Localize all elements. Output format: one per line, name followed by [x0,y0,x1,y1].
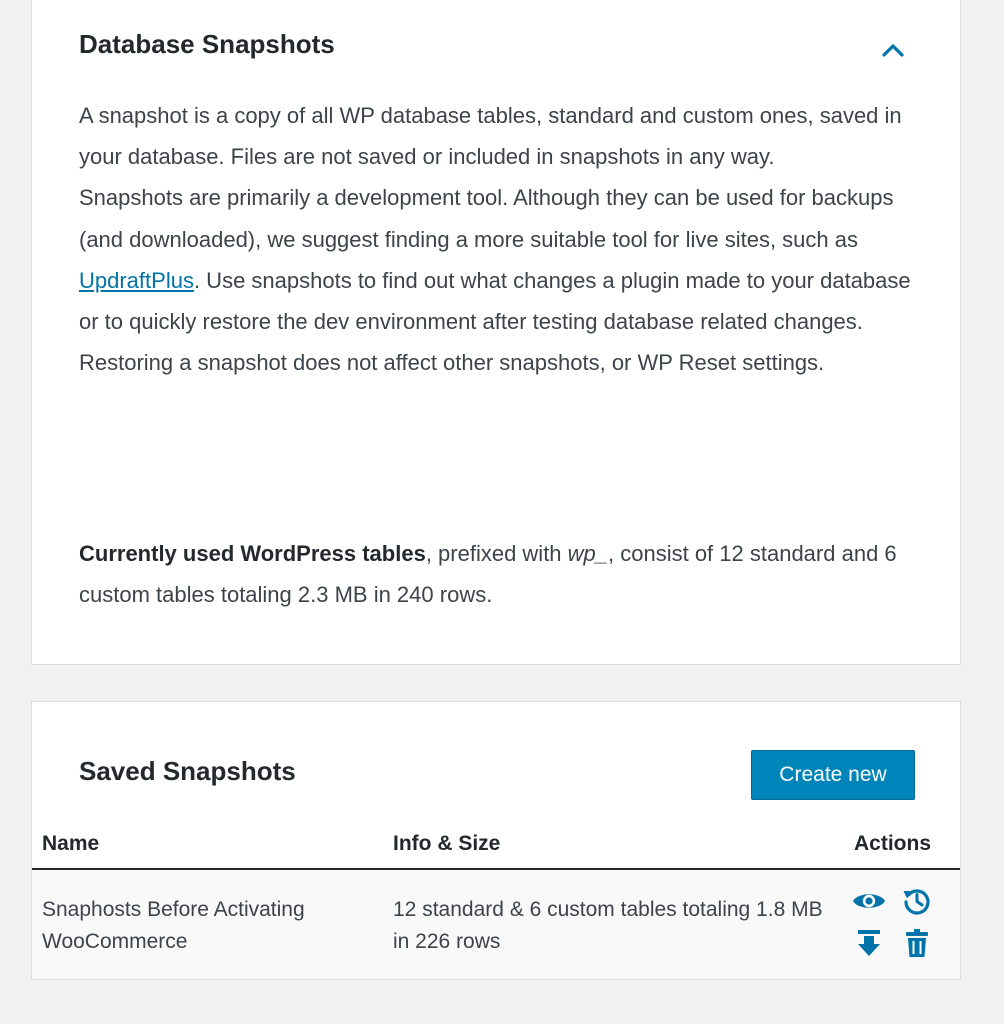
description-paragraph-1: A snapshot is a copy of all WP database tables, standard and custom ones, saved in your database. Files are not saved or included in snapshots in any way. [79,103,902,170]
saved-snapshots-title: Saved Snapshots [79,756,296,786]
description-paragraph-3: Restoring a snapshot does not affect other snapshots, or WP Reset settings. [79,350,825,376]
delete-snapshot-button[interactable] [900,926,934,960]
snapshot-info: 12 standard & 6 custom tables totaling 1.8 MB in 226 rows [393,898,823,953]
download-snapshot-button[interactable] [852,926,886,960]
restore-snapshot-button[interactable] [900,884,934,918]
saved-snapshots-card [31,701,961,980]
paragraph-2-text: Snapshots are primarily a development tool. Although they can be used for backups (and downloaded), we suggest finding a more suitable tool for live sites, such as [79,185,894,252]
history-icon [902,886,932,916]
column-header-actions: Actions [854,832,932,855]
download-icon [856,928,882,958]
collapse-toggle-button[interactable] [878,35,908,65]
database-snapshots-title: Database Snapshots [79,29,335,59]
current-tables-info [79,533,919,615]
description-paragraph-2 [79,177,919,342]
column-header-name: Name [42,832,100,855]
chevron-up-icon [881,42,905,58]
column-header-info: Info & Size [393,832,501,855]
tables-info-summary: , consist of 12 standard and 6 custom tables totaling 2.3 MB in 240 rows. [79,541,897,607]
trash-icon [905,928,929,958]
eye-icon [852,890,886,912]
tables-info-heading: Currently used WordPress tables [79,541,426,566]
table-prefix: wp_ [567,541,609,566]
snapshot-name: Snaphosts Before Activating WooCommerce [42,898,305,953]
create-new-button[interactable]: Create new [751,750,915,800]
database-snapshots-card [31,0,961,665]
paragraph-2-text-end: . Use snapshots to find out what changes a plugin made to your database or to quickly restore the dev environment after testing database related changes. [79,267,911,335]
row-actions [850,884,930,964]
table-row [32,870,960,979]
updraftplus-link[interactable]: UpdraftPlus [79,267,194,293]
snapshots-table-header [32,822,960,870]
tables-info-text: , prefixed with [425,541,568,566]
snapshot-description [79,95,919,383]
view-snapshot-button[interactable] [852,884,886,918]
